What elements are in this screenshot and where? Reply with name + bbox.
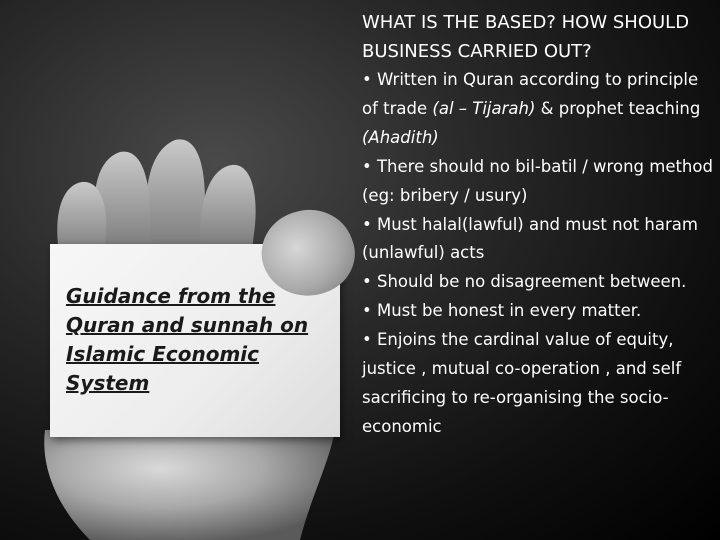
bullet-item-quran [362,66,718,153]
bullet-text: • Enjoins the cardinal value of equity, justice , mutual co-operation , and self sacrificing to re-organising the socio-economic [362,330,682,436]
card-title: Guidance from the Quran and sunnah on Islamic Economic System [66,284,309,395]
bullet-item-cardinal-value [362,326,718,442]
bullet-text: • Written in Quran according to principle of trade [362,70,699,118]
bullet-text: • Should be no disagreement between. [362,272,687,292]
bullet-text: • Must halal(lawful) and must not haram (unlawful) acts [362,214,698,263]
bullet-text-italic: (al – Tijarah) [432,98,536,118]
bullet-list [362,66,718,442]
bullet-item-honest [362,297,718,326]
bullet-text: • There should no bil-batil / wrong method (eg: bribery / usury) [362,156,713,205]
bullet-text: & prophet teaching [535,98,701,118]
bullet-item-disagreement [362,268,718,297]
content-panel [362,8,718,442]
bullet-item-bil-batil [362,153,718,211]
bullet-text-italic: (Ahadith) [362,127,439,147]
bullet-text: • Must be honest in every matter. [362,301,642,321]
slide-heading: WHAT IS THE BASED? HOW SHOULD BUSINESS CARRIED OUT? [362,12,690,62]
bullet-item-halal [362,211,718,269]
